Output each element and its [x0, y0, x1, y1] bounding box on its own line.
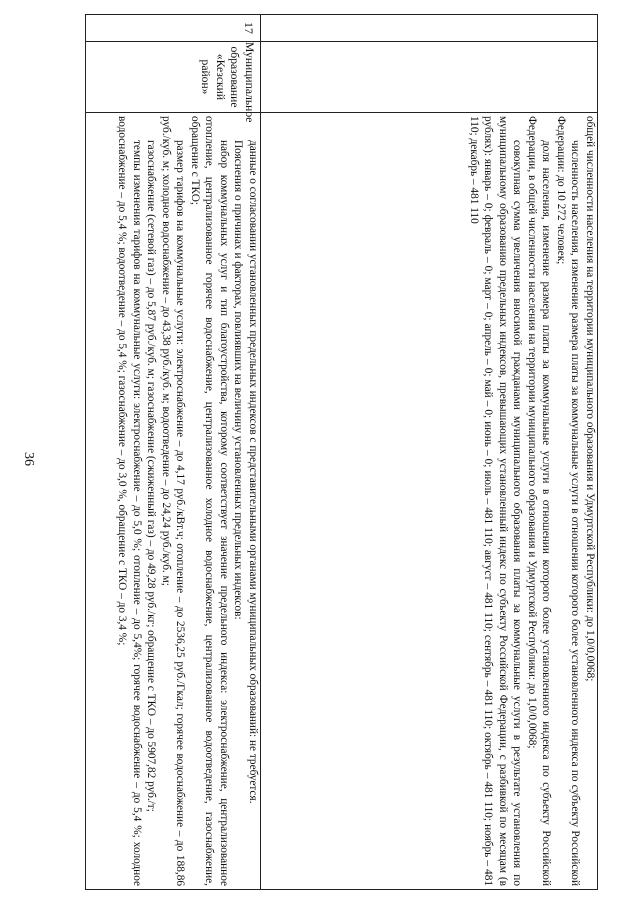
row-index	[593, 15, 597, 41]
municipal-indices-table	[85, 14, 598, 890]
page-number: 36	[21, 452, 36, 466]
paragraph: данные о согласовании установленных предельных индексов с представительными органами муниципальных образований: не требуется.	[247, 140, 259, 804]
municipality-cell	[261, 42, 598, 113]
paragraph: численность населения, изменение размера платы за коммунальные услуги в отношении которого более установленного индекса по субъекту Российской Федерации: до 10 272 человек;	[555, 116, 582, 886]
paragraph: доля населения, изменение размера платы за коммунальные услуги в отношении которого более установленного индекса по субъекту Российской Федерации, в общей численности населения на территории муниципального образования и Удмуртской Республики: до 1,0/0,0068;	[526, 116, 553, 886]
paragraph: размер тарифов на коммунальные услуги: электроснабжение – до 4,17 руб./кВт.ч; отопление – до 2536,25 руб./Гкал; горячее водоснабжение – до 188,86 руб./куб. м; холодное водоснабжение – до 43,38 руб./куб. м; водоотведение – до 24,24 руб./куб. м;	[160, 116, 187, 886]
municipality-name	[593, 42, 597, 112]
rotated-table-wrapper	[86, 14, 598, 890]
paragraph: Пояснения о причинах и факторах, повлиявших на величину установленных предельных индексов:	[232, 140, 245, 620]
description-cell	[261, 113, 598, 890]
paragraph: темпы изменения тарифов на коммунальные услуги: электроснабжение – до 5,0 %; отопление – до 5,4%; горячее водоснабжение – до 5,4 %; холодное водоснабжение – до 5,4 %; водоотведение – до 5,4 %; газоснабжение – до 3,0 %, обращение с ТКО – до 3,4 %;	[116, 116, 143, 886]
paragraph: совокупная сумма увеличения вносимой гражданами муниципального образования платы за коммунальные услуги в результате установления по муниципальному образованию предельных индексов, превышающих установленный индекс по субъекту Российской Федерации, с разбивкой по месяцам (в рублях): январь – 0; февраль – 0; март – 0; апрель – 0; май – 0; июнь – 0; июль – 481 110; август – 481 110; сентябрь – 481 110; октябрь – 481 110; ноябрь – 481 110; декабрь – 481 110	[468, 116, 524, 886]
paragraph: газоснабжение (сетевой газ) – до 5,87 руб./куб. м; газоснабжение (сжиженный газ) – до 49,28 руб./кг; обращение с ТКО – до 5907,82 руб./т;	[145, 140, 158, 812]
municipality-cell	[86, 42, 261, 123]
paragraph: общей численности населения на территории муниципального образования и Удмуртской Республики: до 1,0/0,0068;	[584, 116, 596, 682]
row-index: 17	[242, 22, 256, 34]
paragraph: набор коммунальных услуг и тип благоустройства, которому соответствует значение предельного индекса: электроснабжение, централизованное отопление, централизованное горячее водоснабжение, централизованное холодное водоснабжение, централизованное водоотведение, газоснабжение, обращение с ТКО;	[189, 116, 230, 886]
row-index-cell	[261, 15, 598, 42]
description-cell	[86, 113, 261, 890]
row-index-cell	[86, 15, 261, 42]
table-row	[86, 15, 261, 890]
municipality-name: Муниципальное образование «Кезский район»	[199, 42, 256, 123]
table-row	[261, 15, 598, 890]
